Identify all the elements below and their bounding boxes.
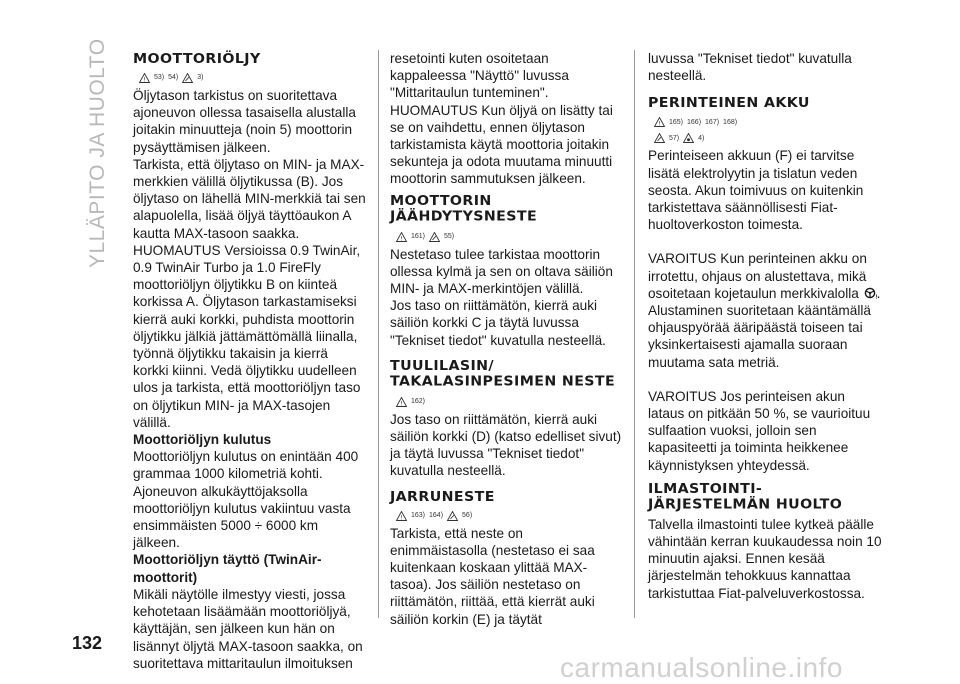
subheading-oil-consumption: Moottoriöljyn kulutus [133, 432, 272, 448]
svg-text:!: ! [143, 76, 146, 83]
ref-label: 165) [669, 118, 684, 126]
column-3 [648, 50, 882, 602]
svg-text:!: ! [400, 514, 403, 521]
ref-label: 57) [669, 134, 680, 142]
warning-triangle-icon [139, 73, 150, 83]
oil-paragraph-1: Öljytason tarkistus on suoritettava ajoneuvon ollessa tasaisella alustalla joitakin minuutteja (noin 5) moottorin pysäyttämisen jälkeen. [133, 88, 356, 155]
note-pencil-icon [182, 73, 193, 83]
topup-paragraph: Mikäli näytölle ilmestyy viesti, jossa kehotetaan lisäämään moottoriöljyä, käyttäjän, sen jälkeen kun hän on lisännyt öljytä MAX-tasoon saakka, on suoritettava mittaritaulun ilmoituksen [133, 586, 363, 671]
column-divider [634, 50, 635, 618]
note-pencil-icon [429, 232, 440, 242]
column-2 [390, 50, 624, 628]
battery-paragraph-2-text: VAROITUS Kun perinteinen akku on irrotettu, ohjaus on alustettava, mikä osoitetaan kojetaulun merkkivalolla [648, 251, 867, 301]
coolant-paragraph-2: Jos taso on riittämätön, kierrä auki säiliön korkki C ja täytä luvussa "Tekniset tiedot" kuvatulla nesteellä. [390, 298, 606, 348]
oil-paragraph-2: Tarkista, että öljytaso on MIN- ja MAX-merkkien välillä öljytikussa (B). Jos öljytaso on lähellä MIN-merkkiä tai sen alapuolella, lisää öljyä täyttöaukon A kautta MAX-tasoon saakka. [133, 156, 366, 241]
washer-refs [396, 393, 624, 411]
brake-refs [396, 507, 624, 525]
ref-label: 166) [687, 118, 702, 126]
note-pencil-icon [654, 133, 665, 143]
battery-paragraph-3: VAROITUS Jos perinteisen akun lataus on pitkään 50 %, se vaurioituu sulfaation vuoksi, jolloin sen kapasiteetti ja toiminta heikkenee käynnistyksen yhteydessä. [648, 388, 871, 473]
ref-label: 168) [723, 118, 738, 126]
ref-label: 167) [705, 118, 720, 126]
ref-label: 161) [411, 233, 426, 241]
ref-label: 55) [444, 233, 455, 241]
coolant-refs [396, 228, 624, 246]
subheading-oil-topup: Moottoriöljyn täyttö (TwinAir-moottorit) [133, 552, 322, 585]
svg-text:!: ! [400, 235, 403, 242]
page-number: 132 [72, 633, 103, 653]
heading-washer-fluid: TUULILASIN/ TAKALASINPESIMEN NESTE [390, 358, 616, 390]
heading-brake-fluid: JARRUNESTE [390, 489, 495, 505]
column-1 [133, 50, 367, 672]
ref-label: 163) [411, 512, 426, 520]
heading-aircon-service: ILMASTOINTI-JÄRJESTELMÄN HUOLTO [648, 481, 843, 513]
coolant-paragraph-1: Nestetaso tulee tarkistaa moottorin ollessa kylmä ja sen on oltava säiliön MIN- ja MAX-merkintöjen välillä. [390, 246, 613, 297]
brake-paragraph: Tarkista, että neste on enimmäistasolla (nestetaso ei saa kuitenkaan koskaan ylittää MAX-tasoa). Jos säiliön nestetaso on riittämätön, riittää, että kierrät auki säiliön korkin (E) ja täytät [390, 525, 595, 627]
continued-paragraph: resetointi kuten osoitetaan kappaleessa "Näyttö" luvussa "Mittaritaulun tunteminen". [390, 51, 569, 101]
washer-paragraph: Jos taso on riittämätön, kierrä auki säiliön korkki (D) (katso edelliset sivut) ja täytä luvussa "Tekniset tiedot" kuvatulla nesteellä. [390, 411, 622, 479]
heading-coolant: MOOTTORIN JÄÄHDYTYSNESTE [390, 193, 538, 224]
svg-text:!: ! [400, 400, 403, 407]
note-pencil-icon [447, 511, 458, 521]
aircon-paragraph: Talvella ilmastointi tulee kytkeä päälle vähintään kerran kuukaudessa noin 10 minuutin ajaksi. Ennen kesää järjestelmän tehokkuus kannattaa tarkistuttaa Fiat-palveluverkostossa. [648, 516, 882, 601]
leaf-icon [683, 133, 694, 143]
warning-triangle-icon [654, 117, 665, 127]
oil-refs [139, 69, 367, 87]
ref-label: 54) [168, 74, 179, 82]
section-side-title: YLLÄPITO JA HUOLTO [86, 38, 109, 268]
column-divider [378, 50, 379, 618]
battery-paragraph-1: Perinteiseen akkuun (F) ei tarvitse lisätä elektrolyytin ja tislatun veden seosta. Akun toimivuus on kuitenkin tarkistettava säännöllisesti Fiat-huoltoverkoston toimesta. [648, 148, 864, 233]
ref-label: 162) [411, 398, 426, 406]
ref-label: 164) [429, 512, 444, 520]
heading-engine-oil: MOOTTORIÖLJY [133, 52, 261, 67]
watermark-text: carmanualsonline.info [560, 652, 843, 683]
warning-triangle-icon [396, 232, 407, 242]
ref-label: 56) [462, 512, 473, 520]
warning-triangle-icon [396, 397, 407, 407]
warning-triangle-icon [396, 511, 407, 521]
consumption-paragraph: Moottoriöljyn kulutus on enintään 400 grammaa 1000 kilometriä kohti. Ajoneuvon alkukäyttöjaksolla moottoriöljyn kulutus vakiintuu vasta ensimmäisten 5000 ÷ 6000 km jälkeen. [133, 449, 359, 551]
heading-battery: PERINTEINEN AKKU [648, 96, 810, 112]
ref-label: 4) [698, 134, 705, 142]
oil-paragraph-3: HUOMAUTUS Versioissa 0.9 TwinAir, 0.9 TwinAir Turbo ja 1.0 FireFly moottoriöljyn öljytikku B on kiinteä korkissa A. Öljytason tarkastamiseksi kierrä auki korkki, puhdista moottorin öljytikku jälkiä jättämättömällä liinalla, työnnä öljytikku takaisin ja kierrä korkki kiinni. Vedä öljytikku uudelleen ulos ja tarkista, että moottoriöljyn taso on öljytikun MIN- ja MAX-tasojen välillä. [133, 242, 361, 430]
ref-label: 3) [197, 74, 204, 82]
oil-note-paragraph: HUOMAUTUS Kun öljyä on lisätty tai se on vaihdettu, ennen öljytason tarkistamista käytä moottoria joitakin sekunteja ja odota muutama minuutti moottorin sammutuksen jälkeen. [390, 102, 613, 187]
battery-refs-2 [654, 129, 882, 147]
battery-paragraph-2 [648, 250, 882, 370]
continued-paragraph: luvussa "Tekniset tiedot" kuvatulla nesteellä. [648, 51, 852, 84]
battery-paragraph-2-tail: . Alustaminen suoritetaan kääntämällä ohjauspyörää ääripäästä toiseen tai yksinkertaisesti ajamalla suoraan muutama sata metriä. [648, 285, 881, 370]
steering-warning-icon [863, 287, 877, 299]
svg-text:!: ! [658, 121, 661, 128]
ref-label: 53) [154, 74, 165, 82]
